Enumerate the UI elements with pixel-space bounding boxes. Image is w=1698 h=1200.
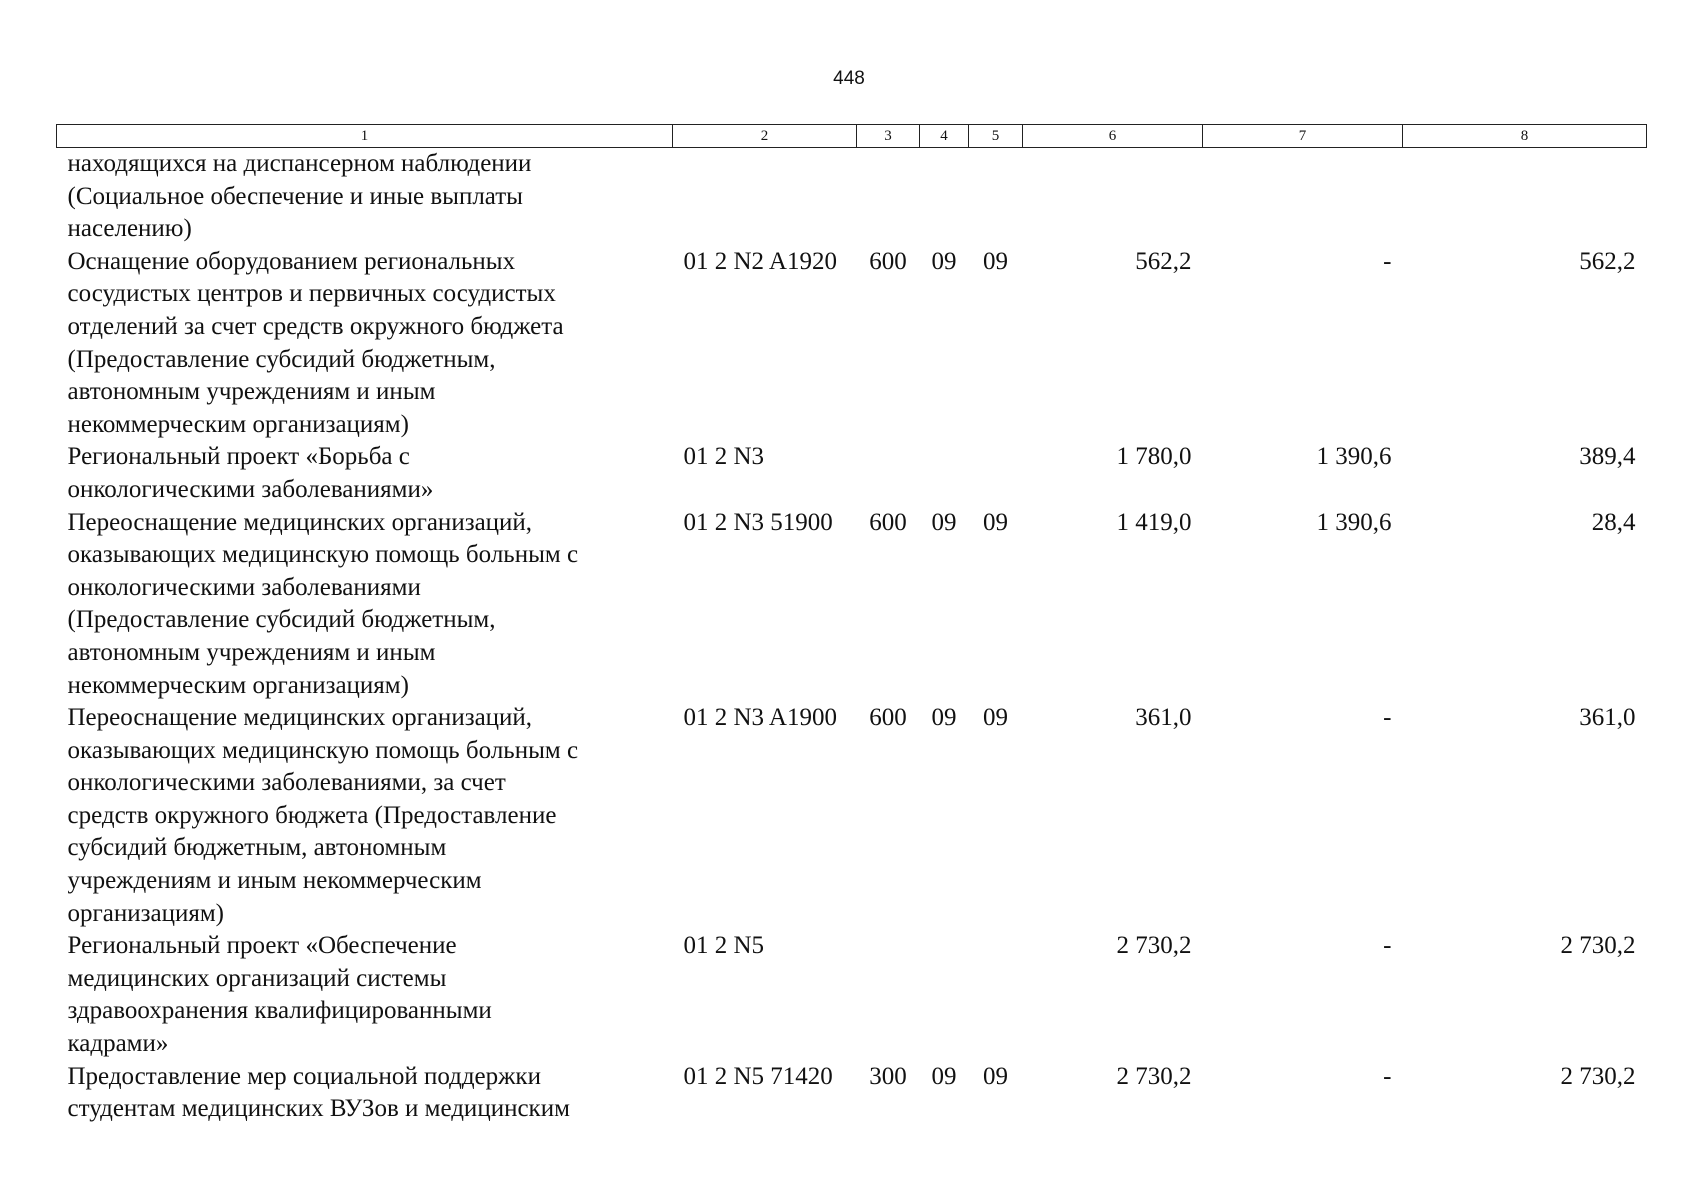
expense-type	[857, 441, 920, 506]
description-line: онкологическими заболеваниями, за счет	[67, 769, 506, 797]
expense-type: 600	[869, 247, 907, 275]
column-header-1: 1	[57, 125, 673, 148]
table-body	[57, 148, 1647, 1126]
expense-type: 300	[869, 1062, 907, 1090]
table-row	[57, 246, 1647, 442]
amount-federal: -	[1383, 1062, 1392, 1090]
page-number: 448	[833, 68, 865, 89]
section-code: 09	[931, 247, 957, 275]
column-header-4: 4	[920, 125, 969, 148]
description-line: средств окружного бюджета (Предоставление	[67, 801, 557, 829]
row-description	[57, 441, 673, 506]
amount-regional: 28,4	[1591, 508, 1636, 536]
budget-table	[56, 124, 1647, 1126]
description-line: (Предоставление субсидий бюджетным,	[67, 345, 496, 373]
description-line: медицинских организаций системы	[67, 964, 447, 992]
description-line: студентам медицинских ВУЗов и медицинским	[67, 1095, 570, 1123]
subsection-code	[969, 148, 1023, 246]
amount-regional: 562,2	[1579, 247, 1636, 275]
amount-regional: 2 730,2	[1560, 1062, 1636, 1090]
column-number-row	[57, 125, 1647, 148]
amount-federal: -	[1383, 247, 1392, 275]
description-line: Оснащение оборудованием региональных	[67, 247, 516, 275]
row-description	[57, 507, 673, 703]
description-line: автономным учреждениям и иным	[67, 378, 436, 406]
expense-type	[857, 148, 920, 246]
column-header-6: 6	[1023, 125, 1203, 148]
subsection-code: 09	[983, 704, 1008, 732]
budget-code: 01 2 N3	[683, 443, 765, 471]
budget-code	[673, 148, 857, 246]
subsection-code	[969, 930, 1023, 1060]
budget-code: 01 2 N5 71420	[683, 1062, 833, 1090]
amount-regional: 361,0	[1579, 704, 1636, 732]
description-line: Предоставление мер социальной поддержки	[67, 1062, 541, 1090]
section-code: 09	[931, 704, 957, 732]
description-line: автономным учреждениям и иным	[67, 638, 436, 666]
amount-federal: 1 390,6	[1316, 508, 1392, 536]
section-code	[920, 930, 969, 1060]
row-description	[57, 702, 673, 930]
amount-regional: 2 730,2	[1560, 932, 1636, 960]
budget-code: 01 2 N5	[683, 932, 765, 960]
amount-regional	[1403, 148, 1647, 246]
table-row	[57, 441, 1647, 506]
row-description	[57, 1061, 673, 1126]
description-line: оказывающих медицинскую помощь больным с	[67, 736, 579, 764]
table-row	[57, 148, 1647, 246]
expense-type: 600	[869, 508, 907, 536]
description-line: (Предоставление субсидий бюджетным,	[67, 606, 496, 634]
description-line: находящихся на диспансерном наблюдении	[67, 150, 532, 177]
budget-code: 01 2 N3 51900	[683, 508, 833, 536]
subsection-code: 09	[983, 247, 1008, 275]
row-description	[57, 246, 673, 442]
subsection-code: 09	[983, 1062, 1008, 1090]
description-line: онкологическими заболеваниями»	[67, 475, 434, 503]
description-line: Региональный проект «Борьба с	[67, 443, 410, 471]
row-description	[57, 930, 673, 1060]
section-code	[920, 148, 969, 246]
amount-federal: 1 390,6	[1316, 443, 1392, 471]
table-row	[57, 507, 1647, 703]
expense-type: 600	[869, 704, 907, 732]
budget-code: 01 2 N2 A1920	[683, 247, 837, 275]
section-code: 09	[931, 508, 957, 536]
section-code	[920, 441, 969, 506]
table-row	[57, 702, 1647, 930]
amount-federal	[1203, 148, 1403, 246]
amount-total: 2 730,2	[1116, 932, 1192, 960]
description-line: некоммерческим организациям)	[67, 410, 409, 438]
description-line: учреждениям и иным некоммерческим	[67, 867, 482, 895]
table-row	[57, 1061, 1647, 1126]
amount-regional: 389,4	[1579, 443, 1636, 471]
column-header-2: 2	[673, 125, 857, 148]
description-line: онкологическими заболеваниями	[67, 573, 421, 601]
description-line: Переоснащение медицинских организаций,	[67, 704, 533, 732]
section-code: 09	[931, 1062, 957, 1090]
description-line: оказывающих медицинскую помощь больным с	[67, 541, 579, 569]
description-line: здравоохранения квалифицированными	[67, 997, 492, 1025]
column-header-8: 8	[1403, 125, 1647, 148]
amount-total	[1023, 148, 1203, 246]
description-line: Региональный проект «Обеспечение	[67, 932, 457, 960]
amount-total: 361,0	[1135, 704, 1192, 732]
amount-total: 1 419,0	[1116, 508, 1192, 536]
column-header-5: 5	[969, 125, 1023, 148]
description-line: некоммерческим организациям)	[67, 671, 409, 699]
description-line: организациям)	[67, 899, 224, 927]
subsection-code: 09	[983, 508, 1008, 536]
description-line: (Социальное обеспечение и иные выплаты	[67, 182, 523, 210]
description-line: субсидий бюджетным, автономным	[67, 834, 447, 862]
description-line: населению)	[67, 215, 192, 243]
budget-code: 01 2 N3 A1900	[683, 704, 837, 732]
column-header-7: 7	[1203, 125, 1403, 148]
amount-federal: -	[1383, 932, 1392, 960]
table-row	[57, 930, 1647, 1060]
amount-total: 562,2	[1135, 247, 1192, 275]
description-line: отделений за счет средств окружного бюджета	[67, 312, 564, 340]
description-line: сосудистых центров и первичных сосудистых	[67, 280, 556, 308]
description-line: кадрами»	[67, 1030, 169, 1058]
subsection-code	[969, 441, 1023, 506]
amount-total: 1 780,0	[1116, 443, 1192, 471]
description-line: Переоснащение медицинских организаций,	[67, 508, 533, 536]
expense-type	[857, 930, 920, 1060]
column-header-3: 3	[857, 125, 920, 148]
amount-total: 2 730,2	[1116, 1062, 1192, 1090]
row-description	[57, 148, 673, 246]
amount-federal: -	[1383, 704, 1392, 732]
